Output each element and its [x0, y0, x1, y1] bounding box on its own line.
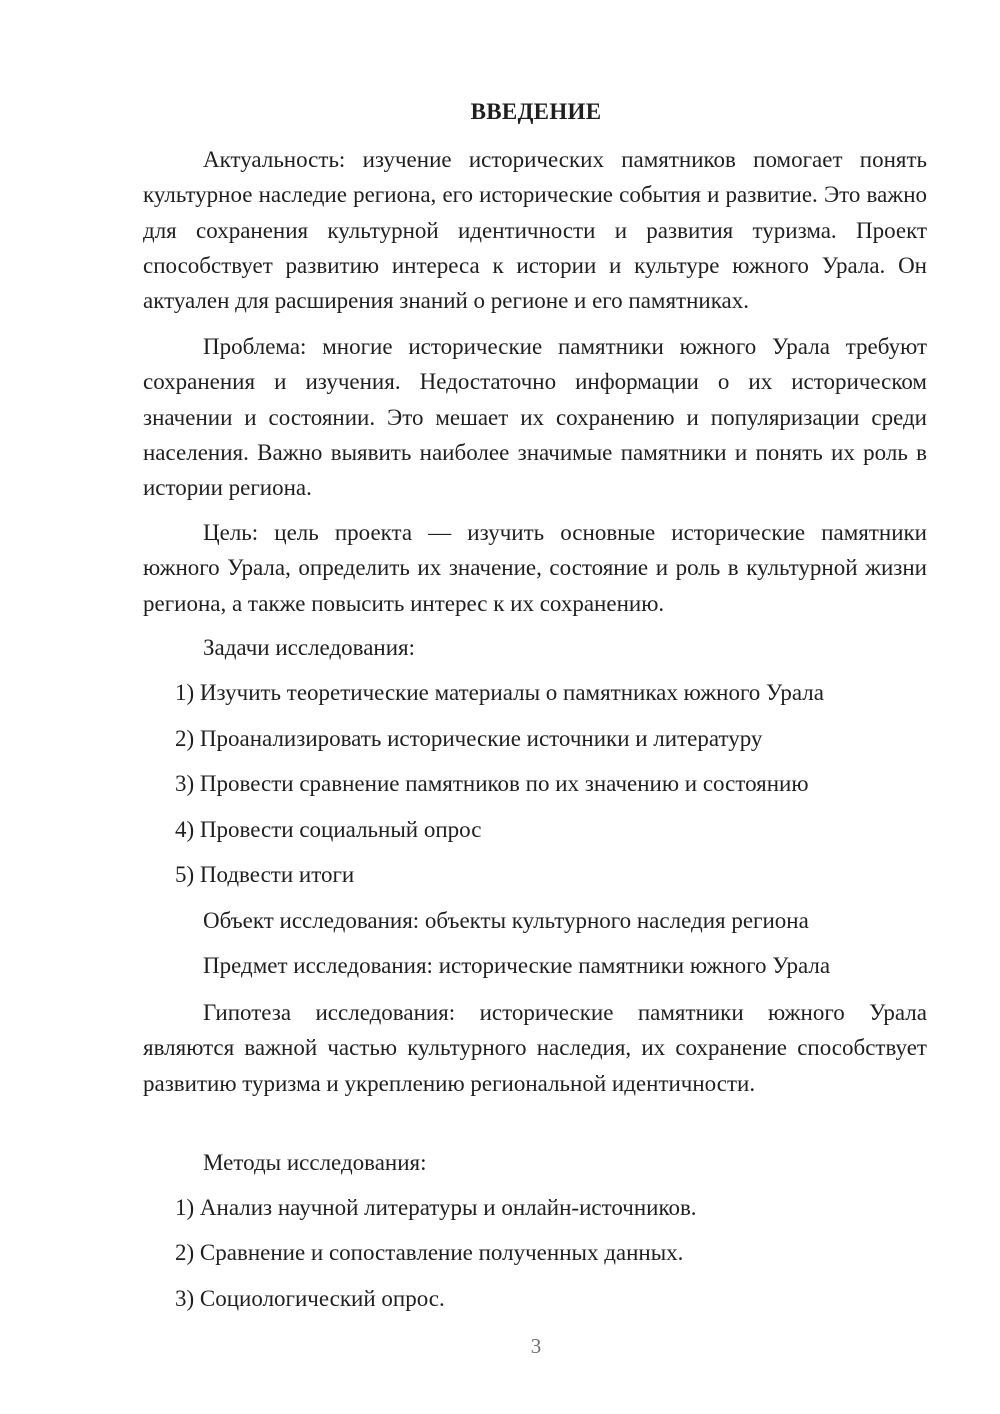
methods-heading: Методы исследования:: [203, 1150, 427, 1175]
research-object: Объект исследования: объекты культурного наследия региона: [203, 908, 809, 933]
research-subject: Предмет исследования: исторические памятники южного Урала: [203, 953, 831, 978]
task-item: 1) Изучить теоретические материалы о памятниках южного Урала: [175, 680, 824, 705]
goal-paragraph: Цель: цель проекта — изучить основные исторические памятники южного Урала, определить их значение, состояние и роль в культурной жизни региона, а также повысить интерес к их сохранению.: [143, 520, 927, 616]
method-item: 1) Анализ научной литературы и онлайн-источников.: [175, 1195, 697, 1220]
task-item: 3) Провести сравнение памятников по их значению и состоянию: [175, 771, 809, 796]
task-item: 2) Проанализировать исторические источники и литературу: [175, 726, 763, 751]
hypothesis-paragraph: Гипотеза исследования: исторические памятники южного Урала являются важной частью культурного наследия, их сохранение способствует развитию туризма и укреплению региональной идентичности.: [143, 1000, 927, 1096]
task-item: 5) Подвести итоги: [175, 862, 355, 887]
section-heading: ВВЕДЕНИЕ: [470, 99, 602, 124]
relevance-paragraph: Актуальность: изучение исторических памятников помогает понять культурное наследие региона, его исторические события и развитие. Это важно для сохранения культурной идентичности и развития туризма. Проект способствует развитию интереса к истории и культуре южного Урала. Он актуален для расширения знаний о регионе и его памятниках.: [143, 147, 927, 314]
method-item: 2) Сравнение и сопоставление полученных данных.: [175, 1240, 684, 1265]
task-item: 4) Провести социальный опрос: [175, 817, 482, 842]
tasks-heading: Задачи исследования:: [203, 635, 416, 660]
problem-paragraph: Проблема: многие исторические памятники южного Урала требуют сохранения и изучения. Недостаточно информации о их историческом значении и состоянии. Это мешает их сохранению и популяризации среди населения. Важно выявить наиболее значимые памятники и понять их роль в истории региона.: [143, 334, 927, 501]
page-number: 3: [530, 1334, 542, 1358]
method-item: 3) Социологический опрос.: [175, 1286, 445, 1311]
